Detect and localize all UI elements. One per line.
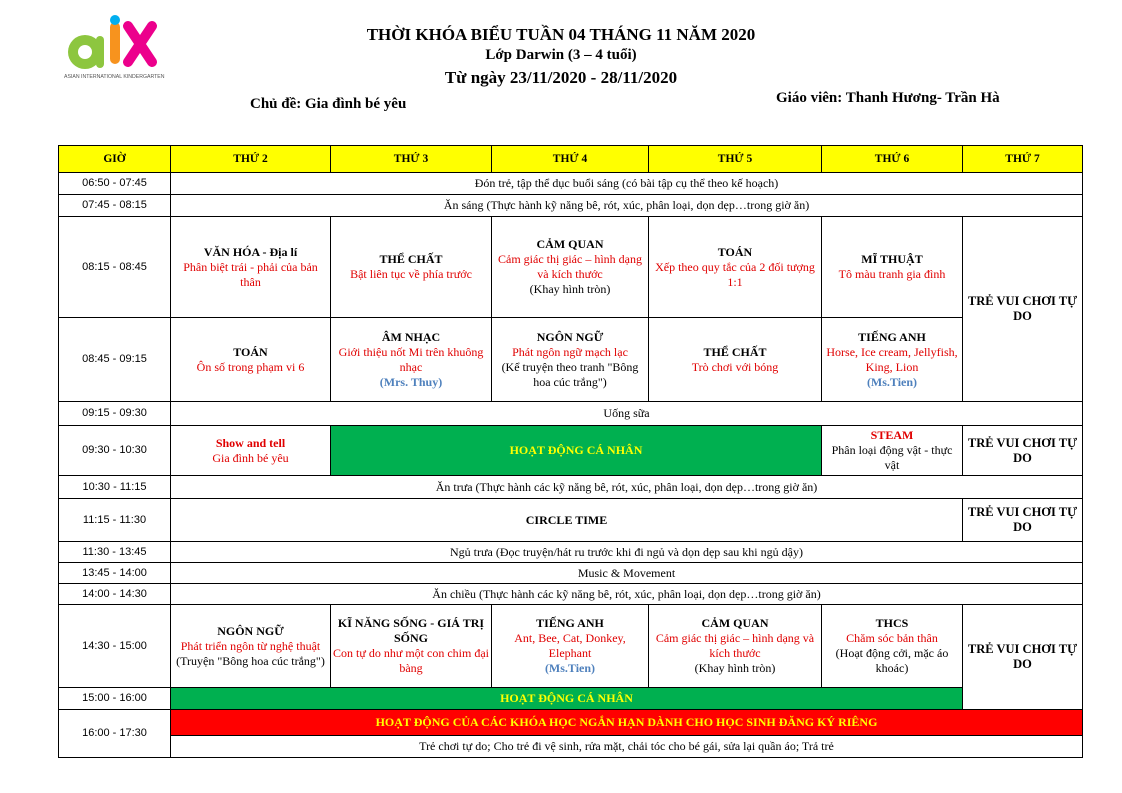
col-mon: THỨ 2	[171, 146, 331, 173]
activity-cell: STEAM Phân loại động vật - thực vật	[822, 426, 963, 476]
table-row	[59, 402, 1083, 426]
col-wed: THỨ 4	[492, 146, 649, 173]
time-cell: 06:50 - 07:45	[59, 173, 171, 195]
time-cell: 07:45 - 08:15	[59, 195, 171, 217]
milk-cell: Uống sữa	[171, 402, 1083, 426]
teacher-label: Giáo viên: Thanh Hương- Trần Hà	[776, 90, 1000, 106]
table-row	[59, 563, 1083, 584]
activity-cell: TOÁN Xếp theo quy tắc của 2 đối tượng 1:1	[649, 217, 822, 318]
col-thu: THỨ 5	[649, 146, 822, 173]
activity-cell: NGÔN NGỮ Phát ngôn ngữ mạch lạc (Kể truyện theo tranh "Bông hoa cúc trắng")	[492, 318, 649, 402]
activity-cell: THCS Chăm sóc bản thân (Hoạt động cởi, mặc áo khoác)	[822, 605, 963, 688]
activity-cell: THỂ CHẤT Bật liên tục về phía trước	[331, 217, 492, 318]
time-cell: 14:30 - 15:00	[59, 605, 171, 688]
table-row	[59, 584, 1083, 605]
date-range: Từ ngày 23/11/2020 - 28/11/2020	[444, 68, 678, 87]
table-row	[59, 736, 1083, 758]
free-play-pickup-cell: Trẻ chơi tự do; Cho trẻ đi vệ sinh, rửa mặt, chải tóc cho bé gái, sửa lại quần áo; Trả trẻ	[171, 736, 1083, 758]
table-row	[59, 195, 1083, 217]
table-row	[59, 688, 1083, 710]
activity-cell: CẢM QUAN Cảm giác thị giác – hình dạng và kích thước (Khay hình tròn)	[492, 217, 649, 318]
time-cell: 09:30 - 10:30	[59, 426, 171, 476]
snack-cell: Ăn chiều (Thực hành các kỹ năng bê, rót, xúc, phân loại, dọn dẹp…trong giờ ăn)	[171, 584, 1083, 605]
breakfast-cell: Ăn sáng (Thực hành kỹ năng bê, rót, xúc, phân loại, dọn dẹp…trong giờ ăn)	[171, 195, 1083, 217]
activity-cell: ÂM NHẠC Giới thiệu nốt Mi trên khuông nhạc (Mrs. Thuy)	[331, 318, 492, 402]
time-cell: 14:00 - 14:30	[59, 584, 171, 605]
table-row	[59, 426, 1083, 476]
free-play-cell: TRẺ VUI CHƠI TỰ DO	[963, 605, 1083, 710]
activity-cell: THỂ CHẤT Trò chơi với bóng	[649, 318, 822, 402]
time-cell: 15:00 - 16:00	[59, 688, 171, 710]
free-play-cell: TRẺ VUI CHƠI TỰ DO	[963, 217, 1083, 402]
free-play-cell: TRẺ VUI CHƠI TỰ DO	[963, 499, 1083, 542]
table-row	[59, 318, 1083, 402]
activity-cell: TOÁN Ôn số trong phạm vi 6	[171, 318, 331, 402]
timetable	[58, 145, 1083, 758]
time-cell: 16:00 - 17:30	[59, 710, 171, 758]
table-row	[59, 499, 1083, 542]
time-cell: 11:15 - 11:30	[59, 499, 171, 542]
col-tue: THỨ 3	[331, 146, 492, 173]
table-row	[59, 542, 1083, 563]
lunch-cell: Ăn trưa (Thực hành các kỹ năng bê, rót, xúc, phân loại, dọn dẹp…trong giờ ăn)	[171, 476, 1083, 499]
free-play-cell: TRẺ VUI CHƠI TỰ DO	[963, 426, 1083, 476]
arrival-cell: Đón trẻ, tập thể dục buổi sáng (có bài tập cụ thể theo kế hoạch)	[171, 173, 1083, 195]
class-name: Lớp Darwin (3 – 4 tuổi)	[485, 47, 637, 63]
col-time: GIỜ	[59, 146, 171, 173]
table-row	[59, 605, 1083, 688]
personal-activity-cell: HOẠT ĐỘNG CÁ NHÂN	[331, 426, 822, 476]
activity-cell: MĨ THUẬT Tô màu tranh gia đình	[822, 217, 963, 318]
table-row	[59, 217, 1083, 318]
activity-cell: NGÔN NGỮ Phát triển ngôn từ nghệ thuật (Truyện "Bông hoa cúc trắng")	[171, 605, 331, 688]
header-row	[59, 146, 1083, 173]
time-cell: 09:15 - 09:30	[59, 402, 171, 426]
table-row	[59, 173, 1083, 195]
time-cell: 08:45 - 09:15	[59, 318, 171, 402]
schedule-title: THỜI KHÓA BIỂU TUẦN 04 THÁNG 11 NĂM 2020	[366, 25, 756, 44]
activity-cell: Show and tell Gia đình bé yêu	[171, 426, 331, 476]
table-row	[59, 710, 1083, 736]
time-cell: 10:30 - 11:15	[59, 476, 171, 499]
time-cell: 11:30 - 13:45	[59, 542, 171, 563]
short-courses-cell: HOẠT ĐỘNG CỦA CÁC KHÓA HỌC NGẮN HẠN DÀNH CHO HỌC SINH ĐĂNG KÝ RIÊNG	[171, 710, 1083, 736]
circle-time-cell: CIRCLE TIME	[171, 499, 963, 542]
table-row	[59, 476, 1083, 499]
topic-label: Chủ đề: Gia đình bé yêu	[250, 96, 407, 112]
col-sat: THỨ 7	[963, 146, 1083, 173]
col-fri: THỨ 6	[822, 146, 963, 173]
activity-cell: KĨ NĂNG SỐNG - GIÁ TRỊ SỐNG Con tự do như một con chim đại bàng	[331, 605, 492, 688]
personal-activity-cell: HOẠT ĐỘNG CÁ NHÂN	[171, 688, 963, 710]
activity-cell: TIẾNG ANH Ant, Bee, Cat, Donkey, Elephant (Ms.Tien)	[492, 605, 649, 688]
time-cell: 08:15 - 08:45	[59, 217, 171, 318]
nap-cell: Ngủ trưa (Đọc truyện/hát ru trước khi đi ngủ và dọn dẹp sau khi ngủ dậy)	[171, 542, 1083, 563]
time-cell: 13:45 - 14:00	[59, 563, 171, 584]
activity-cell: TIẾNG ANH Horse, Ice cream, Jellyfish, King, Lion (Ms.Tien)	[822, 318, 963, 402]
activity-cell: CẢM QUAN Cảm giác thị giác – hình dạng và kích thước (Khay hình tròn)	[649, 605, 822, 688]
music-cell: Music & Movement	[171, 563, 1083, 584]
activity-cell: VĂN HÓA - Địa lí Phân biệt trái - phải của bản thân	[171, 217, 331, 318]
logo-caption: ASIAN INTERNATIONAL KINDERGARTEN	[64, 74, 165, 80]
